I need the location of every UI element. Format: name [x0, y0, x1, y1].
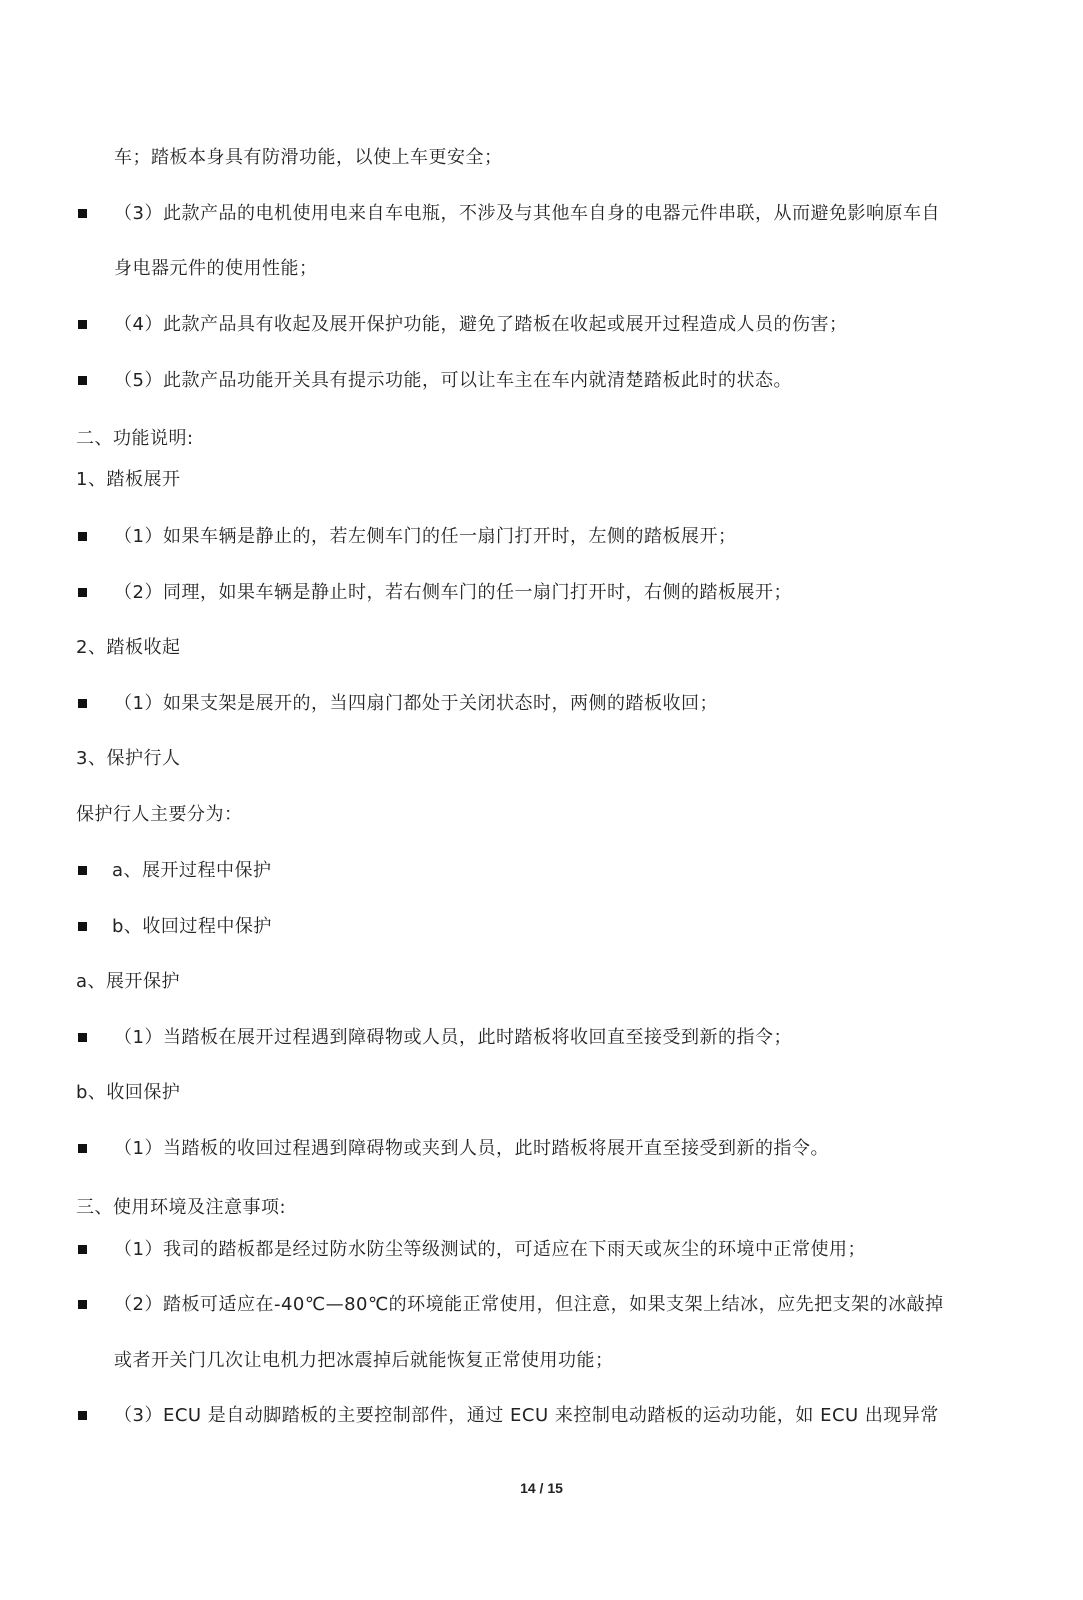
list-item: （1）当踏板的收回过程遇到障碍物或夹到人员，此时踏板将展开直至接受到新的指令。 — [114, 1138, 829, 1159]
bullet-icon — [78, 1144, 87, 1153]
bullet-icon — [78, 866, 87, 875]
bullet-icon — [78, 1033, 87, 1042]
list-item: （3）此款产品的电机使用电来自车电瓶，不涉及与其他车自身的电器元件串联，从而避免影响原车自 — [114, 203, 940, 224]
list-item: （3）ECU 是自动脚踏板的主要控制部件，通过 ECU 来控制电动踏板的运动功能，如 ECU 出现异常 — [114, 1405, 939, 1426]
bullet-icon — [78, 376, 87, 385]
bullet-icon — [78, 588, 87, 597]
list-item: （1）当踏板在展开过程遇到障碍物或人员，此时踏板将收回直至接受到新的指令； — [114, 1027, 792, 1048]
bullet-icon — [78, 209, 87, 218]
bullet-icon — [78, 320, 87, 329]
bullet-icon — [78, 699, 87, 708]
list-item: （1）如果支架是展开的，当四扇门都处于关闭状态时，两侧的踏板收回； — [114, 693, 718, 714]
bullet-icon — [78, 532, 87, 541]
list-item: b、收回过程中保护 — [112, 916, 272, 937]
paragraph-line: 保护行人主要分为： — [76, 804, 243, 825]
page-number: 14 / 15 — [520, 1480, 563, 1496]
list-item: （5）此款产品功能开关具有提示功能，可以让车主在车内就清楚踏板此时的状态。 — [114, 370, 792, 391]
bullet-icon — [78, 1411, 87, 1420]
subsection-heading: 3、保护行人 — [76, 748, 181, 769]
bullet-icon — [78, 1300, 87, 1309]
list-item: （2）同理，如果车辆是静止时，若右侧车门的任一扇门打开时，右侧的踏板展开； — [114, 582, 792, 603]
list-item: （4）此款产品具有收起及展开保护功能，避免了踏板在收起或展开过程造成人员的伤害； — [114, 314, 848, 335]
list-item: a、展开过程中保护 — [112, 860, 272, 881]
bullet-icon — [78, 922, 87, 931]
bullet-icon — [78, 1245, 87, 1254]
paragraph-line: 身电器元件的使用性能； — [114, 258, 318, 279]
subsection-heading: 1、踏板展开 — [76, 469, 181, 490]
section-heading: 二、功能说明: — [76, 428, 194, 449]
subsection-heading: a、展开保护 — [76, 971, 181, 992]
subsection-heading: 2、踏板收起 — [76, 637, 181, 658]
list-item: （2）踏板可适应在-40℃—80℃的环境能正常使用，但注意，如果支架上结冰，应先把支架的冰敲掉 — [114, 1294, 944, 1315]
list-item: （1）如果车辆是静止的，若左侧车门的任一扇门打开时，左侧的踏板展开； — [114, 526, 737, 547]
paragraph-line: 或者开关门几次让电机力把冰震掉后就能恢复正常使用功能； — [114, 1350, 614, 1371]
subsection-heading: b、收回保护 — [76, 1082, 181, 1103]
paragraph-line: 车；踏板本身具有防滑功能，以使上车更安全； — [114, 147, 503, 168]
list-item: （1）我司的踏板都是经过防水防尘等级测试的，可适应在下雨天或灰尘的环境中正常使用； — [114, 1239, 866, 1260]
section-heading: 三、使用环境及注意事项: — [76, 1197, 287, 1218]
